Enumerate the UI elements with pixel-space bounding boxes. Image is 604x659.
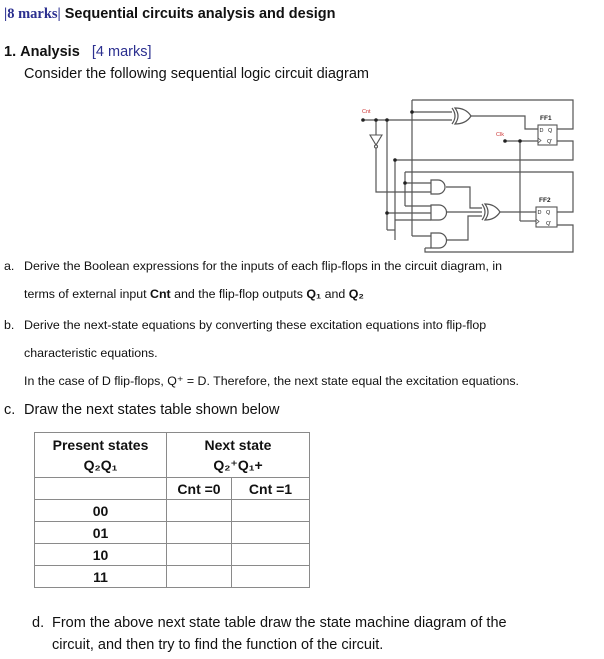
section-marks: [4 marks] bbox=[91, 44, 152, 60]
table-row bbox=[35, 522, 310, 544]
cnt0-cell[interactable] bbox=[167, 500, 232, 522]
part-b-line3: In the case of D flip-flops, Q⁺ = D. Therefore, the next state equal the excitation equations. bbox=[24, 374, 519, 388]
section-intro: Consider the following sequential logic circuit diagram bbox=[24, 66, 369, 82]
state-cell: 10 bbox=[35, 544, 167, 566]
section-label: Analysis bbox=[20, 44, 80, 60]
state-cell: 00 bbox=[35, 500, 167, 522]
next-state-table bbox=[34, 432, 310, 588]
cnt0-cell[interactable] bbox=[167, 544, 232, 566]
svg-text:Q: Q bbox=[548, 128, 553, 134]
part-a-line1: a. Derive the Boolean expressions for the inputs of each flip-flops in the circuit diagram, in bbox=[4, 259, 502, 273]
flip-flop-2 bbox=[536, 197, 557, 227]
section-heading bbox=[4, 44, 152, 60]
inverter-gate bbox=[370, 135, 382, 148]
circuit-diagram bbox=[355, 93, 590, 258]
part-b-line2: characteristic equations. bbox=[24, 346, 158, 360]
svg-text:D: D bbox=[537, 210, 542, 216]
col-cnt1-header: Cnt =1 bbox=[232, 478, 310, 500]
state-cell: 01 bbox=[35, 522, 167, 544]
svg-text:FF1: FF1 bbox=[540, 115, 552, 122]
xor-gate-1 bbox=[452, 108, 471, 124]
table-row bbox=[35, 500, 310, 522]
cnt1-cell[interactable] bbox=[232, 522, 310, 544]
part-b-line1: b. Derive the next-state equations by converting these excitation equations into flip-flop bbox=[4, 318, 487, 332]
xor-gate-2 bbox=[482, 204, 500, 220]
and-gate-3 bbox=[431, 233, 447, 248]
svg-text:Q: Q bbox=[546, 210, 551, 216]
cnt1-cell[interactable] bbox=[232, 566, 310, 588]
cnt1-cell[interactable] bbox=[232, 544, 310, 566]
section-number: 1. bbox=[4, 44, 17, 60]
document-title bbox=[4, 6, 336, 23]
and-gate-1 bbox=[431, 180, 445, 194]
state-cell: 11 bbox=[35, 566, 167, 588]
title-text: Sequential circuits analysis and design bbox=[64, 6, 336, 22]
cnt1-cell[interactable] bbox=[232, 500, 310, 522]
cnt0-cell[interactable] bbox=[167, 522, 232, 544]
present-states-header: Present states Q₂Q₁ bbox=[35, 433, 167, 478]
clk-label: Clk bbox=[496, 132, 504, 138]
cnt0-cell[interactable] bbox=[167, 566, 232, 588]
flip-flop-1 bbox=[538, 115, 557, 145]
svg-text:Q': Q' bbox=[546, 221, 552, 227]
svg-text:D: D bbox=[539, 128, 544, 134]
part-c: c. Draw the next states table shown below bbox=[4, 402, 280, 418]
next-state-header: Next state Q₂⁺Q₁+ bbox=[167, 433, 310, 478]
table-row bbox=[35, 544, 310, 566]
blank-header-cell bbox=[35, 478, 167, 500]
part-a-line2: terms of external input Cnt and the flip-flop outputs Q₁ and Q₂ bbox=[24, 287, 364, 301]
title-marks: |8 marks| bbox=[4, 6, 61, 22]
and-gate-2 bbox=[431, 205, 447, 220]
svg-text:FF2: FF2 bbox=[539, 197, 551, 204]
svg-text:Q': Q' bbox=[547, 139, 553, 145]
table-row bbox=[35, 566, 310, 588]
cnt-label: Cnt bbox=[362, 109, 371, 115]
col-cnt0-header: Cnt =0 bbox=[167, 478, 232, 500]
part-d: d. From the above next state table draw the state machine diagram of the circuit, and then try to find the function of the circuit. bbox=[32, 615, 507, 653]
